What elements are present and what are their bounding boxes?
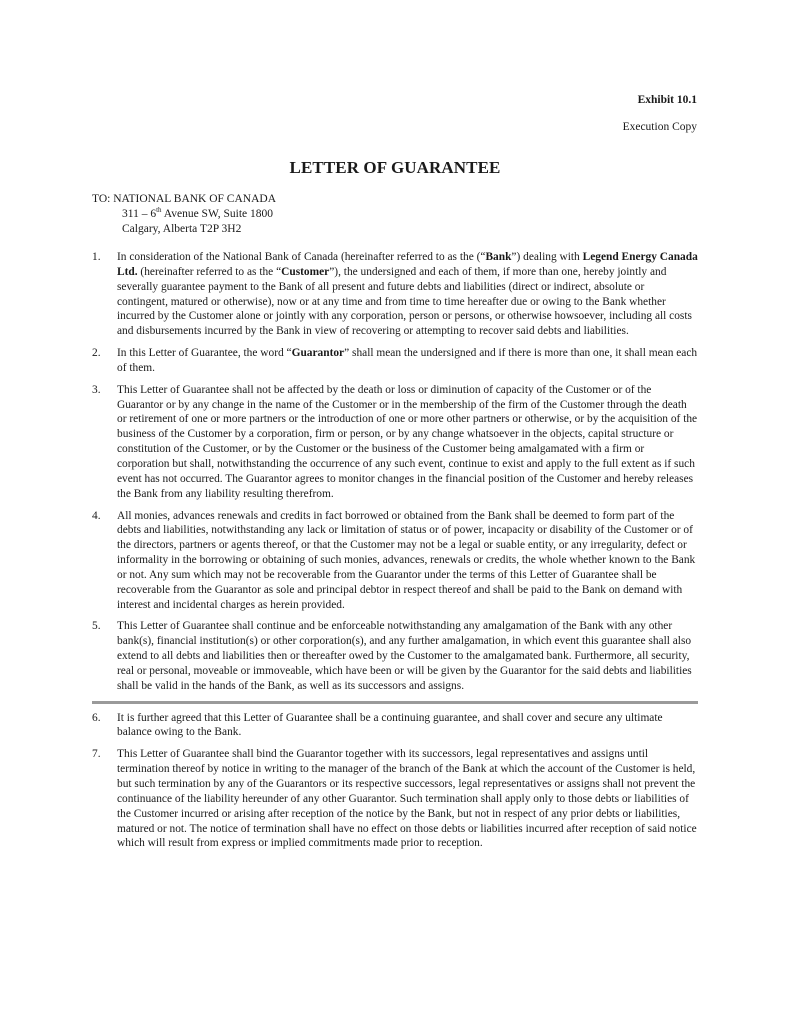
clause-text-run: ”) dealing with <box>511 251 583 263</box>
clause-6 <box>92 711 698 741</box>
clause-text-run: (hereinafter referred to as the “ <box>137 265 282 278</box>
defined-term: Guarantor <box>291 347 345 360</box>
clause-number: 5. <box>92 620 101 633</box>
defined-term: Legend Energy Canada Ltd. <box>117 251 698 278</box>
street-name: Avenue SW, Suite 1800 <box>161 207 274 220</box>
clause-list <box>92 250 698 858</box>
addressee-city: Calgary, Alberta T2P 3H2 <box>122 222 242 235</box>
clause-text-run: All monies, advances renewals and credits in fact borrowed or obtained from the Bank shall be deemed to form part of the debts and liabilities, notwithstanding any lack or limitation of status or of power, incapacity or disability of the Customer or of the directors, partners or agents thereof, or that the Customer may not be a legal or suable entity, or any irregularity, defect or informality in the borrowing or obtaining of such monies, advances, renewals or credits, the whole whether known to the Bank or not. Any sum which may not be recoverable from the Guarantor under the terms of this Letter of Guarantee shall be recoverable from the Guarantor as sole and principal debtor in respect thereof and shall be paid to the Bank on demand with interest and incidental charges as herein provided. <box>117 509 696 611</box>
clause-text <box>117 383 698 502</box>
clause-2 <box>92 346 698 376</box>
clause-4 <box>92 509 698 613</box>
defined-term: Customer <box>281 265 330 278</box>
clause-text-run: This Letter of Guarantee shall bind the Guarantor together with its successors, legal representatives and assigns until termination thereof by notice in writing to the manager of the branch of the Bank at which the account of the Customer is held, but such termination by any of the Guarantors or its respective successors, legal representatives or assigns shall not prevent the continuance of the liability hereunder of any other Guarantor. Such termination shall apply only to those debts or liabilities of the Customer incurred or arising after reception of the notice by the Bank, but not in respect of any prior debts or liabilities, matured or not. The notice of termination shall have no effect on those debts or liabilities incurred after reception of said notice which will result from express or implied commitments made prior to reception. <box>117 748 697 850</box>
clause-text <box>117 346 698 376</box>
clause-number: 4. <box>92 509 101 522</box>
clause-text <box>117 619 698 693</box>
clause-number: 7. <box>92 748 101 761</box>
clause-number: 6. <box>92 711 101 724</box>
street-number: 311 – 6 <box>122 207 157 220</box>
clause-text-run: This Letter of Guarantee shall continue and be enforceable notwithstanding any amalgamation of the Bank with any other bank(s), financial institution(s) or other corporation(s), and any further amalgamation, in which event this guarantee shall also extend to all debts and liabilities then or thereafter owed by the Customer to the amalgamated bank. Furthermore, all security, real or personal, moveable or immoveable, which have been or will be given by the Guarantor for the said debts and liabilities shall be valid in the hands of the Bank, as well as its successors and assigns. <box>117 620 692 692</box>
clause-number: 1. <box>92 251 101 263</box>
clause-7 <box>92 747 698 851</box>
defined-term: Bank <box>485 251 512 263</box>
clause-text-run: In consideration of the National Bank of Canada (hereinafter referred to as the (“ <box>117 251 486 263</box>
clause-1 <box>92 250 698 339</box>
section-separator <box>92 701 698 704</box>
addressee-block <box>92 192 276 236</box>
clause-5 <box>92 619 698 693</box>
document-title: LETTER OF GUARANTEE <box>289 158 501 177</box>
clause-text <box>117 250 698 339</box>
addressee-name: TO: NATIONAL BANK OF CANADA <box>92 193 276 205</box>
clause-number: 3. <box>92 383 101 396</box>
clause-text-run: This Letter of Guarantee shall not be affected by the death or loss or diminution of capacity of the Customer or of the Guarantor or by any change in the name of the Customer or in the membership of the firm of the Customer through the death or retirement of one or more partners or the introduction of one or more other partners or otherwise, or by the acquisition of the business of the Customer by a corporation, firm or person, or by any change whatsoever in the objects, capital structure or constitution of the Customer, or by the Customer or the business of the Customer being amalgamated with a firm or corporation but shall, notwithstanding the occurrence of any such event, continue to exist and apply to the full extent as if such event has not occurred. The Guarantor agrees to monitor changes in the financial position of the Customer and hereby releases the Bank from any liability resulting therefrom. <box>117 383 698 500</box>
exhibit-number: Exhibit 10.1 <box>637 94 697 106</box>
clause-text-run: In this Letter of Guarantee, the word “ <box>117 347 292 360</box>
clause-3 <box>92 383 698 502</box>
clause-text-run: ”), the undersigned and each of them, if more than one, hereby jointly and severally guarantee payment to the Bank of all present and future debts and liabilities (direct or indirect, absolute or contingent, matured or otherwise), now or at any time and from time to time hereafter due or owing to the Bank whether incurred by the Customer alone or jointly with any corporation, person or persons, or otherwise howsoever, including all costs and disbursements incurred by the Bank in view of recovering or attempting to recover said debts and liabilities. <box>117 265 692 338</box>
addressee-street <box>92 207 276 222</box>
clause-text-run: It is further agreed that this Letter of Guarantee shall be a continuing guarantee, and shall cover and secure any ultimate balance owing to the Bank. <box>117 711 663 739</box>
ordinal-suffix: th <box>156 205 162 214</box>
clause-number: 2. <box>92 347 101 360</box>
clause-text-run: ” shall mean the undersigned and if there is more than one, it shall mean each of them. <box>117 347 698 374</box>
copy-label: Execution Copy <box>622 121 697 133</box>
clause-text <box>117 711 698 741</box>
clause-text <box>117 509 698 613</box>
clause-text <box>117 747 698 851</box>
